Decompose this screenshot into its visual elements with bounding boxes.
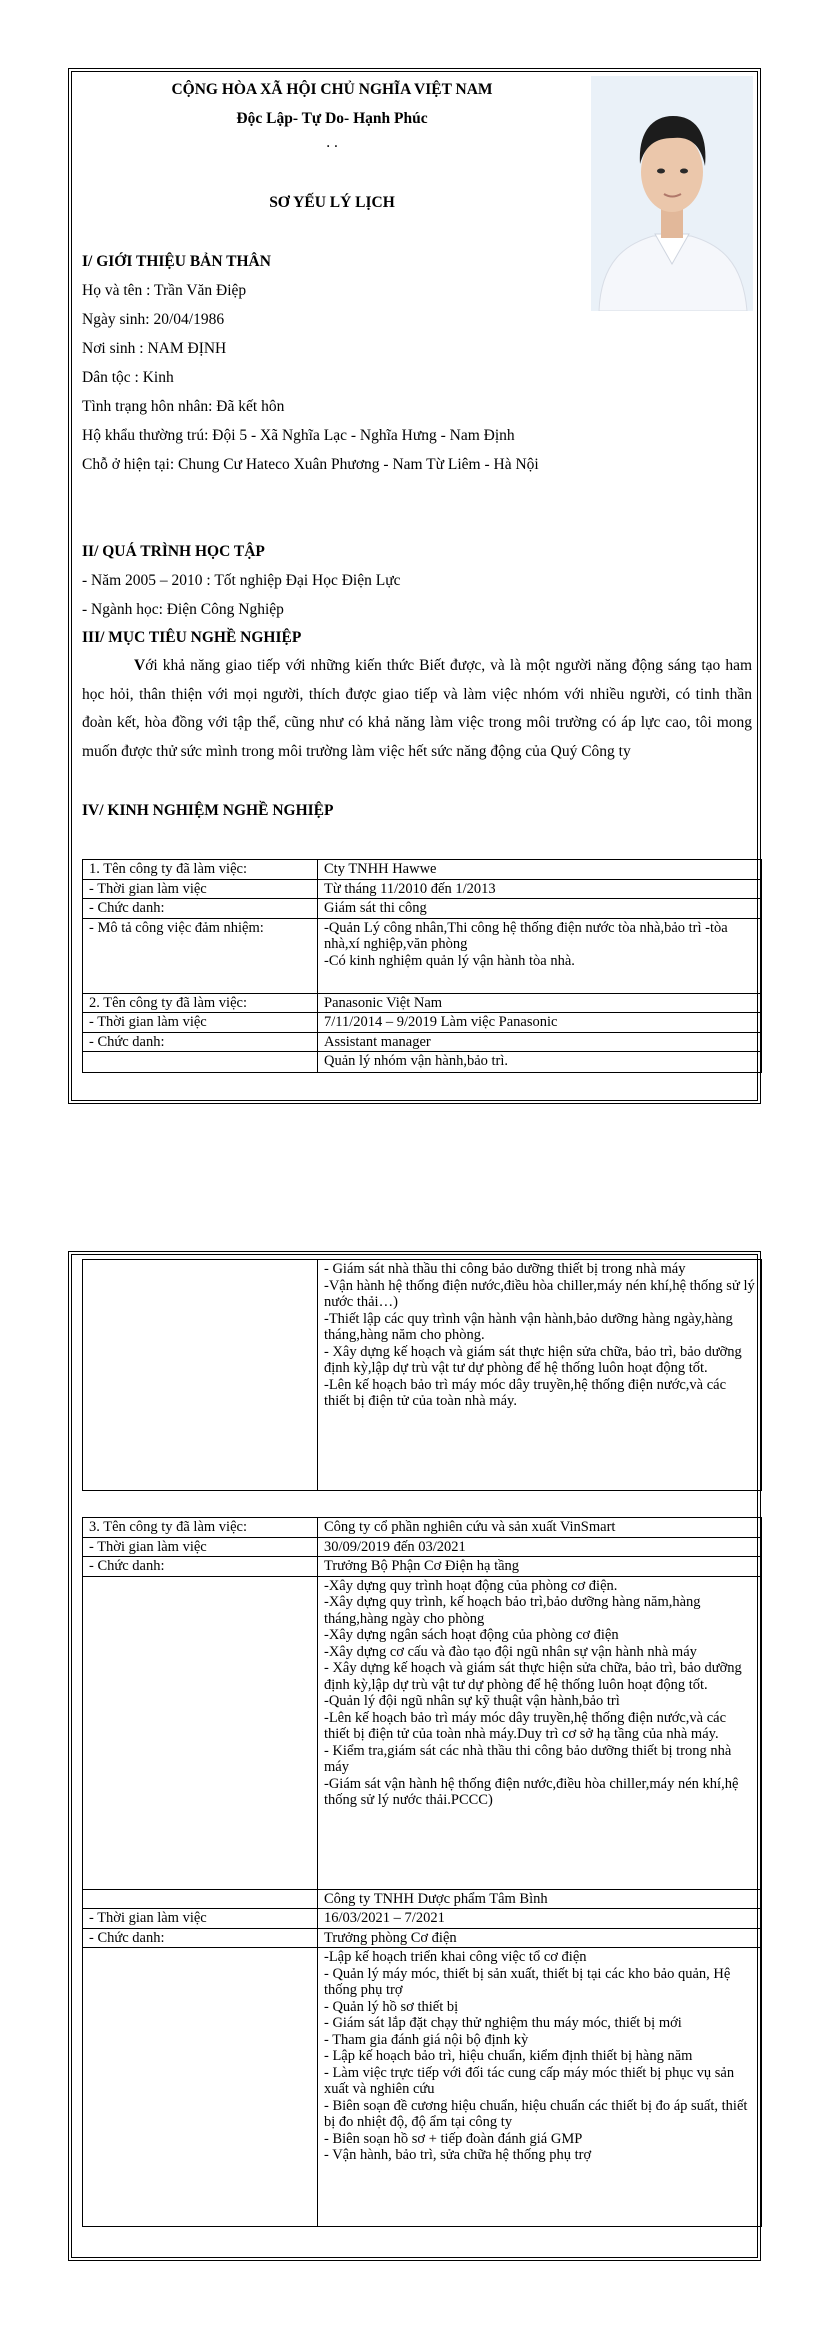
label-cell: - Chức danh: bbox=[83, 1928, 318, 1948]
table-row bbox=[83, 993, 762, 1013]
value-cell: Cty TNHH Hawwe bbox=[318, 860, 762, 880]
job2-desc-line: -Thiết lập các quy trình vận hành vận hành,bảo dưỡng hàng ngày,hàng tháng,hàng năm cho phòng. bbox=[324, 1310, 733, 1343]
value-cell: Quản lý nhóm vận hành,bảo trì. bbox=[318, 1052, 762, 1073]
label-cell: - Thời gian làm việc bbox=[83, 879, 318, 899]
marital-status: Tình trạng hôn nhân: Đã kết hôn bbox=[82, 398, 285, 415]
job4-desc-line: - Quản lý hồ sơ thiết bị bbox=[324, 1998, 459, 2015]
objective-first-letter: V bbox=[134, 657, 146, 674]
job4-desc-line: -Lập kế hoạch triển khai công việc tổ cơ điện bbox=[324, 1949, 587, 1965]
job4-desc-line: - Vận hành, bảo trì, sửa chữa hệ thống phụ trợ bbox=[324, 2147, 592, 2163]
value-cell bbox=[318, 918, 762, 993]
value-cell: Công ty cổ phần nghiên cứu và sản xuất VinSmart bbox=[318, 1518, 762, 1538]
value-cell: Trưởng phòng Cơ điện bbox=[318, 1928, 762, 1948]
label-cell: - Thời gian làm việc bbox=[83, 1013, 318, 1033]
value-cell: Trưởng Bộ Phận Cơ Điện hạ tầng bbox=[318, 1557, 762, 1577]
table-row bbox=[83, 1889, 762, 1909]
label-cell: - Mô tả công việc đảm nhiệm: bbox=[83, 918, 318, 993]
experience-table-2 bbox=[82, 1259, 762, 2227]
table-row bbox=[83, 1948, 762, 2227]
label-cell: 1. Tên công ty đã làm việc: bbox=[83, 860, 318, 880]
table-row bbox=[83, 1052, 762, 1073]
objective-text: ới khả năng giao tiếp với những kiến thức Biết được, và là một người năng động sáng tạo ham học hỏi, thân thiện với mọi người, thích được giao tiếp và làm việc nhóm với nhiều người, có tinh thần đoàn kết, hòa đồng với tập thể, cũng như có khả năng làm việc trong môi trường có áp lực cao, tôi mong muốn được thử sức mình trong môi trường làm việc hết sức năng động của Quý Công ty bbox=[82, 657, 752, 760]
value-cell: Từ tháng 11/2010 đến 1/2013 bbox=[318, 879, 762, 899]
value-cell: Công ty TNHH Dược phẩm Tâm Bình bbox=[318, 1889, 762, 1909]
table-row bbox=[83, 1557, 762, 1577]
job2-desc-line: - Giám sát nhà thầu thi công bảo dưỡng thiết bị trong nhà máy bbox=[324, 1261, 686, 1277]
value-cell: Panasonic Việt Nam bbox=[318, 993, 762, 1013]
job3-desc-line: -Quản lý đội ngũ nhân sự kỹ thuật vận hành,bảo trì bbox=[324, 1693, 620, 1709]
table-row bbox=[83, 918, 762, 993]
table-row bbox=[83, 1909, 762, 1929]
education-major: - Ngành học: Điện Công Nghiệp bbox=[82, 601, 284, 618]
label-cell: 3. Tên công ty đã làm việc: bbox=[83, 1518, 318, 1538]
job4-desc-line: - Lập kế hoạch bảo trì, hiệu chuẩn, kiểm định thiết bị hàng năm bbox=[324, 2048, 693, 2064]
date-of-birth: Ngày sinh: 20/04/1986 bbox=[82, 311, 225, 328]
section3-heading: III/ MỤC TIÊU NGHỀ NGHIỆP bbox=[82, 629, 302, 646]
birthplace: Nơi sinh : NAM ĐỊNH bbox=[82, 340, 227, 357]
job3-desc-line: -Xây dựng ngân sách hoạt động của phòng cơ điện bbox=[324, 1627, 619, 1643]
job4-desc-line: - Giám sát lắp đặt chạy thử nghiệm thu máy móc, thiết bị mới bbox=[324, 2015, 682, 2031]
label-cell bbox=[83, 1948, 318, 2227]
job3-desc-line: -Lên kế hoạch bảo trì máy móc dây truyền,hệ thống điện nước,và các thiết bị điện tử của toàn nhà máy.Duy trì cơ sở hạ tầng của nhà máy. bbox=[324, 1709, 727, 1742]
table-row bbox=[83, 1518, 762, 1538]
label-cell: - Chức danh: bbox=[83, 899, 318, 919]
motto: Độc Lập- Tự Do- Hạnh Phúc bbox=[236, 110, 428, 127]
table-row bbox=[83, 879, 762, 899]
table-row bbox=[83, 860, 762, 880]
table-row bbox=[83, 1260, 762, 1491]
job4-desc-line: - Làm việc trực tiếp với đối tác cung cấp máy móc thiết bị phục vụ sản xuất và nghiên cứu bbox=[324, 2064, 735, 2097]
job1-desc-line: -Có kinh nghiệm quản lý vận hành tòa nhà. bbox=[324, 952, 575, 969]
label-cell: - Chức danh: bbox=[83, 1557, 318, 1577]
value-cell bbox=[318, 1948, 762, 2227]
ethnicity: Dân tộc : Kinh bbox=[82, 369, 174, 386]
job3-desc-line: -Xây dựng quy trình, kế hoạch bảo trì,bảo dưỡng hàng năm,hàng tháng,hàng ngày cho phòng bbox=[324, 1594, 701, 1627]
cv-page-2 bbox=[68, 1251, 761, 2261]
label-cell bbox=[83, 1260, 318, 1491]
value-cell: 7/11/2014 – 9/2019 Làm việc Panasonic bbox=[318, 1013, 762, 1033]
section4-heading: IV/ KINH NGHIỆM NGHỀ NGHIỆP bbox=[82, 802, 334, 819]
portrait-image bbox=[591, 76, 753, 311]
label-cell bbox=[83, 1889, 318, 1909]
section1-heading: I/ GIỚI THIỆU BẢN THÂN bbox=[82, 253, 271, 270]
job3-desc-line: - Xây dựng kế hoạch và giám sát thực hiện sửa chữa, bảo trì, bảo dưỡng định kỳ,lập dự trù vật tư dự phòng để hệ thống luôn hoạt động tốt. bbox=[324, 1660, 742, 1693]
value-cell bbox=[318, 1576, 762, 1889]
profile-photo bbox=[591, 76, 753, 311]
job4-desc-line: - Biên soạn hồ sơ + tiếp đoàn đánh giá GMP bbox=[324, 2130, 583, 2147]
full-name: Họ và tên : Trần Văn Điệp bbox=[82, 282, 247, 299]
job4-desc-line: - Tham gia đánh giá nội bộ định kỳ bbox=[324, 2031, 529, 2048]
experience-table-1 bbox=[82, 859, 762, 1073]
country-header: CỘNG HÒA XÃ HỘI CHỦ NGHĨA VIỆT NAM bbox=[171, 81, 493, 98]
value-cell: Assistant manager bbox=[318, 1032, 762, 1052]
table-row bbox=[83, 1032, 762, 1052]
job2-desc-line: -Vận hành hệ thống điện nước,điều hòa chiller,máy nén khí,hệ thống sử lý nước thải…) bbox=[324, 1277, 755, 1310]
value-cell: 30/09/2019 đến 03/2021 bbox=[318, 1537, 762, 1557]
dots: . . bbox=[326, 134, 338, 151]
value-cell bbox=[318, 1260, 762, 1491]
table-row bbox=[83, 1491, 762, 1518]
section2-heading: II/ QUÁ TRÌNH HỌC TẬP bbox=[82, 543, 265, 560]
table-row bbox=[83, 1576, 762, 1889]
table-row bbox=[83, 1013, 762, 1033]
label-cell: - Thời gian làm việc bbox=[83, 1909, 318, 1929]
table-row bbox=[83, 899, 762, 919]
spacer-cell bbox=[83, 1491, 318, 1518]
doc-title: SƠ YẾU LÝ LỊCH bbox=[269, 194, 395, 211]
job2-desc-line: - Xây dựng kế hoạch và giám sát thực hiện sửa chữa, bảo trì, bảo dưỡng định kỳ,lập dự trù vật tư dự phòng để hệ thống luôn hoạt động tốt. bbox=[324, 1343, 742, 1376]
job3-desc-line: - Kiểm tra,giám sát các nhà thầu thi công bảo dưỡng thiết bị trong nhà máy bbox=[324, 1742, 732, 1775]
cv-page-1 bbox=[68, 68, 761, 1104]
table-row bbox=[83, 1928, 762, 1948]
job3-desc-line: -Giám sát vận hành hệ thống điện nước,điều hòa chiller,máy nén khí,hệ thống sử lý nước thải.PCCC) bbox=[324, 1775, 739, 1808]
job4-desc-line: - Quản lý máy móc, thiết bị sản xuất, thiết bị tại các kho bảo quản, Hệ thống phụ trợ bbox=[324, 1965, 731, 1998]
label-cell: - Chức danh: bbox=[83, 1032, 318, 1052]
job3-desc-line: -Xây dựng quy trình hoạt động của phòng cơ điện. bbox=[324, 1577, 618, 1594]
table-row bbox=[83, 1537, 762, 1557]
current-residence: Chỗ ở hiện tại: Chung Cư Hateco Xuân Phương - Nam Từ Liêm - Hà Nội bbox=[82, 456, 539, 473]
job4-desc-line: - Biên soạn đề cương hiệu chuẩn, hiệu chuẩn các thiết bị đo áp suất, thiết bị đo nhiệt độ, độ ẩm tại công ty bbox=[324, 2097, 748, 2130]
label-cell bbox=[83, 1576, 318, 1889]
label-cell bbox=[83, 1052, 318, 1073]
job1-desc-line: -Quản Lý công nhân,Thi công hệ thống điện nước tòa nhà,bảo trì -tòa nhà,xí nghiệp,văn phòng bbox=[324, 919, 728, 952]
spacer-cell bbox=[318, 1491, 762, 1518]
label-cell: - Thời gian làm việc bbox=[83, 1537, 318, 1557]
value-cell: Giám sát thi công bbox=[318, 899, 762, 919]
career-objective bbox=[82, 652, 752, 766]
value-cell: 16/03/2021 – 7/2021 bbox=[318, 1909, 762, 1929]
job2-desc-line: -Lên kế hoạch bảo trì máy móc dây truyền,hệ thống điện nước,và các thiết bị điện tử của toàn nhà máy. bbox=[324, 1376, 727, 1409]
education-year: - Năm 2005 – 2010 : Tốt nghiệp Đại Học Điện Lực bbox=[82, 572, 401, 589]
job3-desc-line: -Xây dựng cơ cấu và đào tạo đội ngũ nhân sự vận hành nhà máy bbox=[324, 1643, 697, 1660]
permanent-address: Hộ khẩu thường trú: Đội 5 - Xã Nghĩa Lạc - Nghĩa Hưng - Nam Định bbox=[82, 427, 515, 444]
label-cell: 2. Tên công ty đã làm việc: bbox=[83, 993, 318, 1013]
